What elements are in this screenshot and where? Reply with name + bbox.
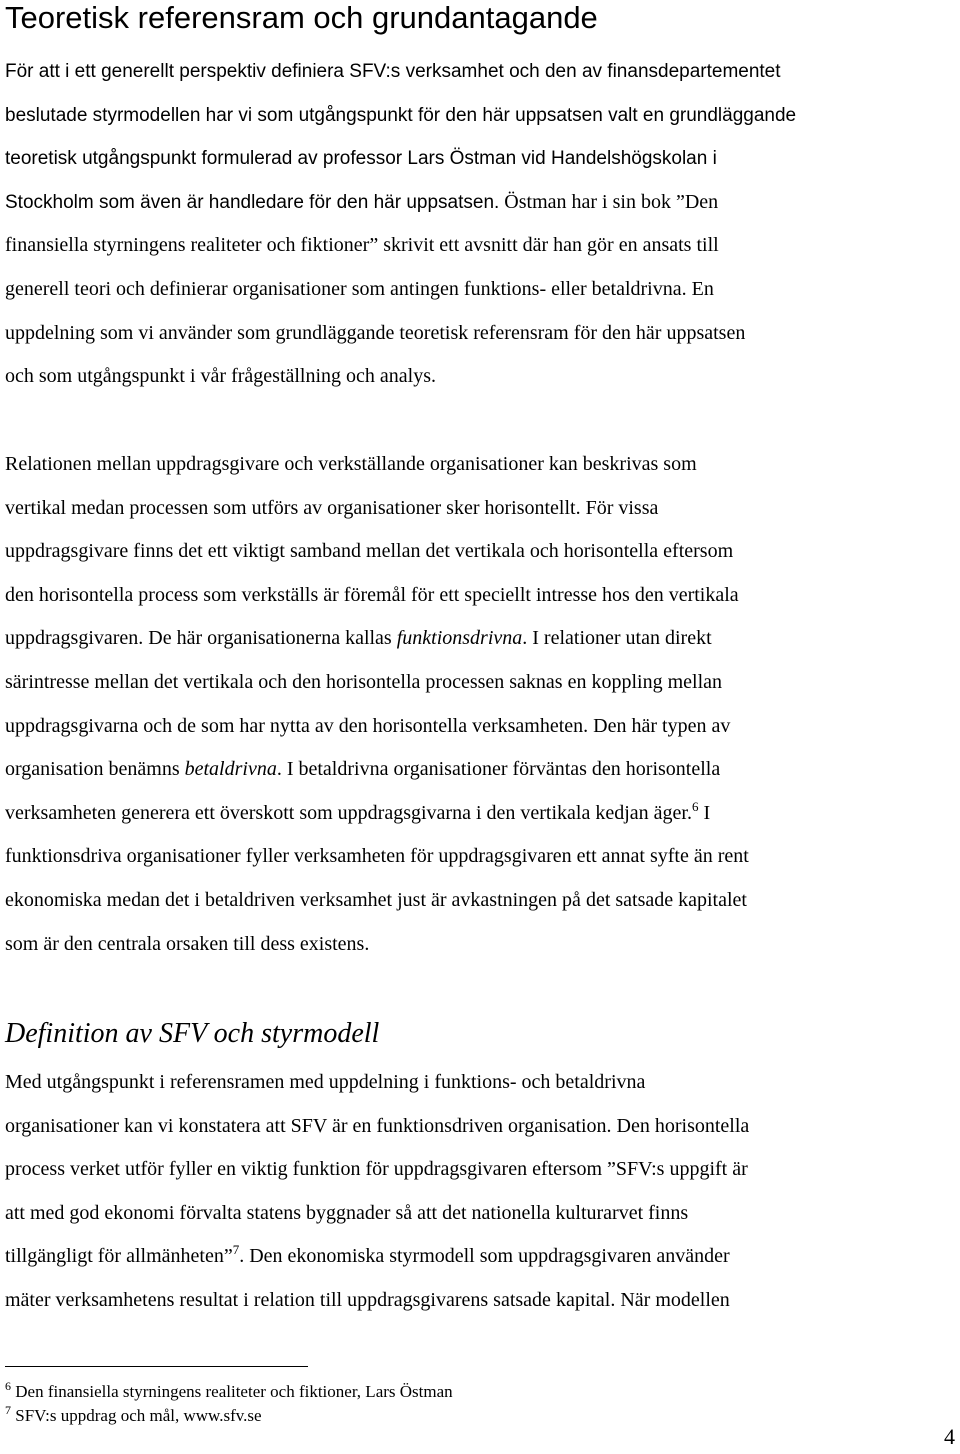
text-run: verksamheten generera ett överskott som uppdragsgivarna i den vertikala kedjan äger. <box>5 801 692 824</box>
text-line <box>5 617 940 661</box>
text-line: Med utgångspunkt i referensramen med uppdelning i funktions- och betaldrivna <box>5 1071 646 1093</box>
text-line <box>5 792 940 836</box>
text-run: . Den ekonomiska styrmodell som uppdragsgivaren använder <box>239 1245 730 1268</box>
text-run: . I betaldrivna organisationer förväntas den horisontella <box>276 758 721 781</box>
text-line: Relationen mellan uppdragsgivare och verkställande organisationer kan beskrivas som <box>5 453 697 475</box>
footnote-ref-7[interactable]: 7 <box>232 1242 240 1258</box>
text-line <box>5 181 940 225</box>
footnote-text: Den finansiella styrningens realiteter och fiktioner, Lars Östman <box>15 1382 453 1401</box>
paragraph-relations <box>5 443 940 966</box>
paragraph-definition <box>5 1061 940 1323</box>
footnote-6 <box>5 1381 453 1403</box>
page-heading: Teoretisk referensram och grundantagande <box>5 0 598 35</box>
footnote-text: SFV:s uppdrag och mål, www.sfv.se <box>15 1406 262 1425</box>
text-line: beslutade styrmodellen har vi som utgångspunkt för den här uppsatsen valt en grundläggande <box>5 104 797 126</box>
text-line: uppdragsgivare finns det ett viktigt samband mellan det vertikala och horisontella eftersom <box>5 540 734 563</box>
text-line: och som utgångspunkt i vår frågeställning och analys. <box>5 365 437 388</box>
footnote-ref-6[interactable]: 6 <box>691 798 699 814</box>
italic-term-funktionsdrivna: funktionsdrivna <box>396 627 523 650</box>
text-line: att med god ekonomi förvalta statens byggnader så att det nationella kulturarvet finns <box>5 1201 689 1224</box>
text-line: funktionsdriva organisationer fyller verksamheten för uppdragsgivaren ett annat syfte än rent <box>5 845 749 868</box>
text-line: uppdragsgivarna och de som har nytta av den horisontella verksamheten. Den här typen av <box>5 714 731 737</box>
text-line: För att i ett generellt perspektiv definiera SFV:s verksamhet och den av finansdepartementet <box>5 61 781 82</box>
document-page <box>5 0 955 1454</box>
text-run: . I relationer utan direkt <box>522 627 712 650</box>
text-line <box>5 748 940 792</box>
footnote-separator <box>5 1366 308 1367</box>
text-run: organisation benämns <box>5 758 185 781</box>
text-run: uppdragsgivaren. De här organisationerna kallas <box>5 627 397 650</box>
text-run: I <box>698 801 711 824</box>
text-line: organisationer kan vi konstatera att SFV är en funktionsdriven organisation. Den horisontella <box>5 1114 750 1137</box>
text-line: som är den centrala orsaken till dess existens. <box>5 932 370 955</box>
text-line: mäter verksamhetens resultat i relation till uppdragsgivarens satsade kapital. När modellen <box>5 1288 730 1311</box>
text-line: generell teori och definierar organisationer som antingen funktions- eller betaldrivna. En <box>5 277 714 300</box>
section-heading: Definition av SFV och styrmodell <box>5 1018 380 1049</box>
text-line: uppdelning som vi använder som grundläggande teoretisk referensram för den här uppsatsen <box>5 321 746 344</box>
footnote-marker: 7 <box>5 1403 11 1417</box>
italic-term-betaldrivna: betaldrivna <box>184 758 277 781</box>
text-line: särintresse mellan det vertikala och den horisontella processen saknas en koppling mellan <box>5 670 723 693</box>
text-run: Östman har i sin bok ”Den <box>499 190 719 213</box>
page-number: 4 <box>944 1424 955 1449</box>
text-line: den horisontella process som verkställs är föremål för ett speciellt intresse hos den vertikala <box>5 583 739 606</box>
footnote-marker: 6 <box>5 1379 11 1393</box>
text-line <box>5 1235 940 1279</box>
text-run: tillgängligt för allmänheten” <box>5 1245 233 1268</box>
footnote-7 <box>5 1405 262 1427</box>
text-run: Stockholm som även är handledare för den här uppsatsen. <box>5 191 500 213</box>
text-line: vertikal medan processen som utförs av organisationer sker horisontellt. För vissa <box>5 496 659 519</box>
text-line: teoretisk utgångspunkt formulerad av professor Lars Östman vid Handelshögskolan i <box>5 148 717 170</box>
text-line: ekonomiska medan det i betaldriven verksamhet just är avkastningen på det satsade kapitalet <box>5 888 747 911</box>
text-line: process verket utför fyller en viktig funktion för uppdragsgivaren eftersom ”SFV:s uppgift är <box>5 1158 748 1181</box>
paragraph-theory-intro <box>5 50 940 399</box>
text-line: finansiella styrningens realiteter och fiktioner” skrivit ett avsnitt där han gör en ansats till <box>5 234 719 257</box>
